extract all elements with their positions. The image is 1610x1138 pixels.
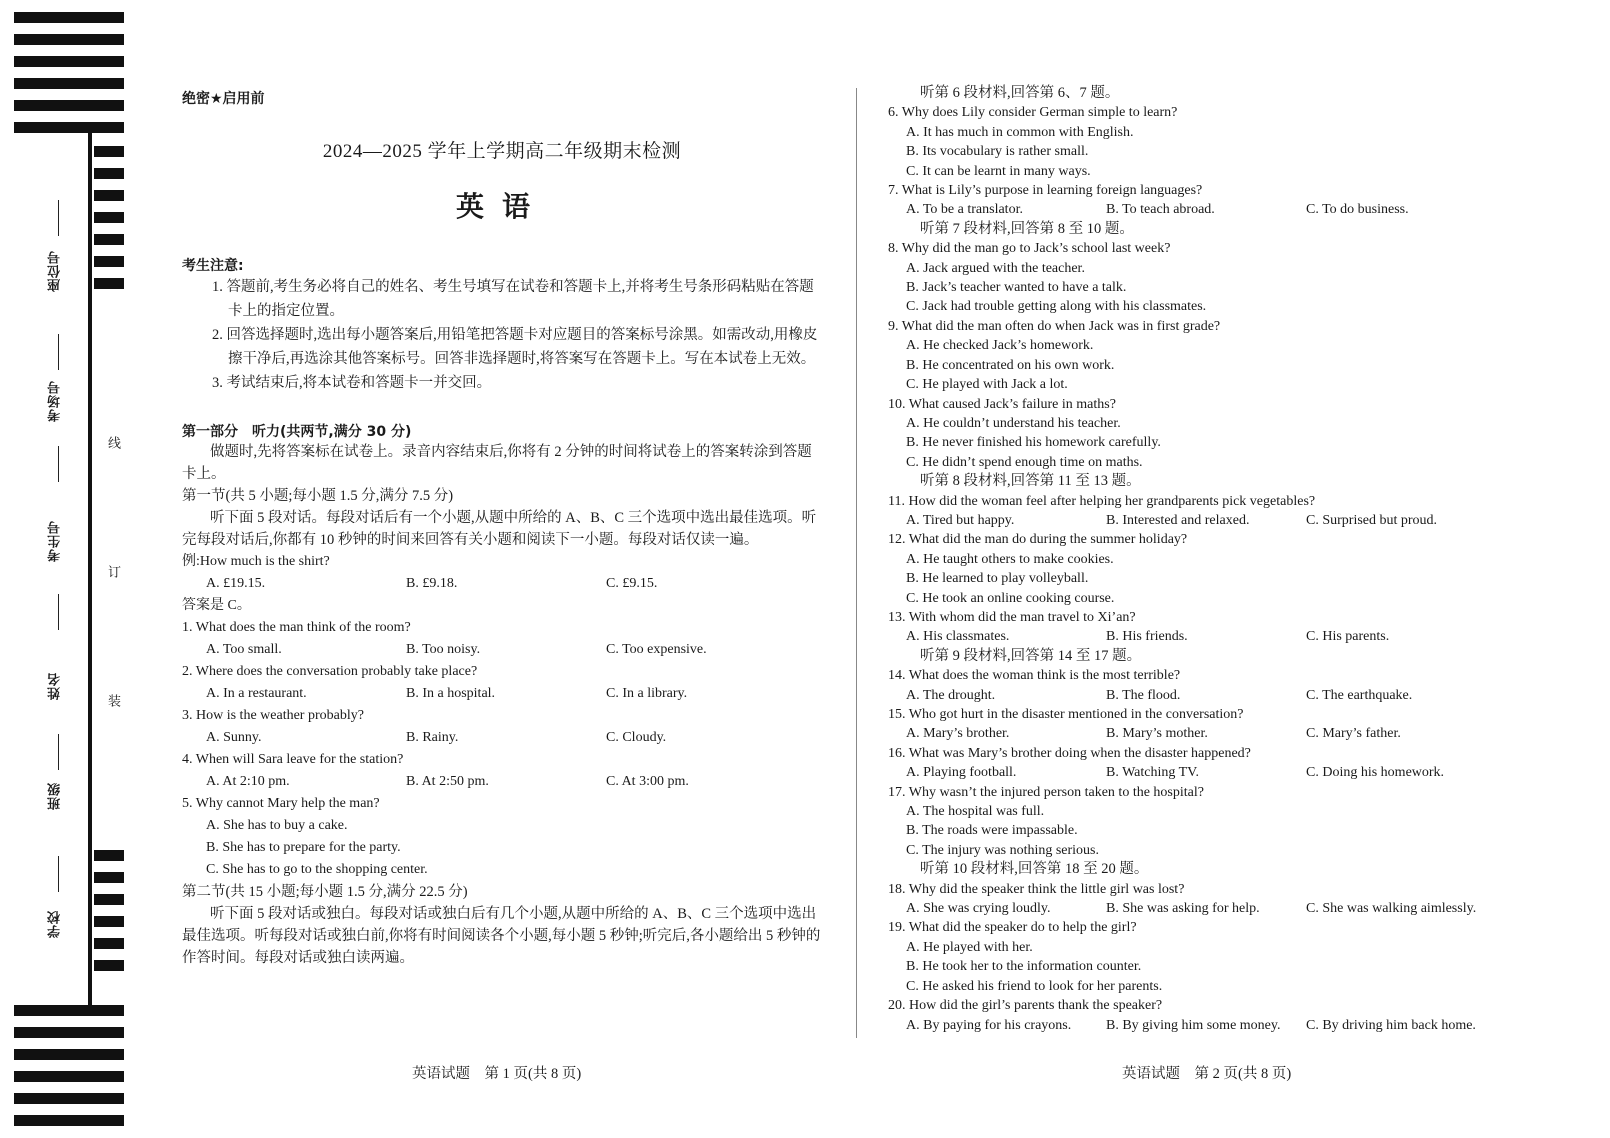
- option-b: B. By giving him some money.: [1106, 1017, 1281, 1033]
- question: 10. What caused Jack’s failure in maths?: [888, 396, 1116, 412]
- school-blank: [58, 856, 59, 892]
- option-b: B. Watching TV.: [1106, 765, 1199, 781]
- question: 1. What does the man think of the room?: [182, 620, 411, 635]
- option-a: A. Too small.: [206, 642, 282, 657]
- option-c: C. £9.15.: [606, 576, 658, 591]
- binding-line: [88, 132, 92, 1007]
- left-questions: [182, 617, 822, 881]
- section2-heading: 第二节(共 15 小题;每小题 1.5 分,满分 22.5 分): [182, 884, 468, 900]
- question: 9. What did the man often do when Jack was in first grade?: [888, 318, 1221, 334]
- option-a: A. He checked Jack’s homework.: [906, 338, 1094, 354]
- barcode-bar: [14, 78, 124, 89]
- barcode-bar: [14, 1049, 124, 1060]
- options-row: [888, 200, 1528, 219]
- option-b: B. She was asking for help.: [1106, 901, 1260, 917]
- option-c: C. To do business.: [1306, 202, 1409, 218]
- option-a: A. He taught others to make cookies.: [906, 551, 1114, 567]
- barcode-bar: [14, 12, 124, 23]
- option-a: A. It has much in common with English.: [906, 124, 1134, 140]
- material-heading: 听第 8 段材料,回答第 11 至 13 题。: [920, 473, 1141, 490]
- material-heading: 听第 9 段材料,回答第 14 至 17 题。: [920, 647, 1142, 664]
- examno-label: 考生号: [48, 520, 63, 562]
- barcode-bar: [14, 100, 124, 111]
- option-b: B. Its vocabulary is rather small.: [906, 144, 1089, 160]
- example-options: [182, 573, 822, 595]
- school-label: 学校: [48, 910, 63, 938]
- option-b: B. He never finished his homework carefully.: [906, 435, 1161, 451]
- notice-item: 3. 考试结束后,将本试卷和答题卡一并交回。: [212, 375, 492, 391]
- option-b: B. The roads were impassable.: [906, 823, 1078, 839]
- question: 19. What did the speaker do to help the girl?: [888, 920, 1137, 936]
- notice-heading: 考生注意:: [182, 258, 244, 274]
- barcode-bar: [94, 960, 124, 971]
- barcode-bar: [94, 256, 124, 267]
- subject-title: 英语: [455, 190, 548, 223]
- barcode-bar: [14, 34, 124, 45]
- options-row: [888, 686, 1528, 705]
- right-questions: [888, 84, 1528, 1035]
- seat-label: 座位号: [48, 250, 63, 292]
- barcode-bar: [14, 1027, 124, 1038]
- cut-line-char: 线: [105, 436, 120, 449]
- option-a: A. At 2:10 pm.: [206, 774, 290, 789]
- options-row: [888, 724, 1528, 743]
- option-c: C. At 3:00 pm.: [606, 774, 689, 789]
- notice-item: 1. 答题前,考生务必将自己的姓名、考生号填写在试卷和答题卡上,并将考生号条形码粘贴在答题卡上的指定位置。: [212, 279, 814, 319]
- option-c: C. Cloudy.: [606, 730, 667, 745]
- option-c: C. Doing his homework.: [1306, 765, 1445, 781]
- option-c: C. In a library.: [606, 686, 688, 701]
- name-label: 姓名: [48, 672, 63, 700]
- room-label: 考场号: [48, 380, 63, 422]
- exam-title: 2024—2025 学年上学期高二年级期末检测: [322, 141, 682, 162]
- class-blank: [58, 734, 59, 770]
- option-a: A. Playing football.: [906, 765, 1017, 781]
- barcode-bar: [14, 1005, 124, 1016]
- notice-item: 2. 回答选择题时,选出每小题答案后,用铅笔把答题卡对应题目的答案标号涂黑。如需改动,用橡皮擦干净后,再选涂其他答案标号。回答非选择题时,将答案写在答题卡上。写在本试卷上无效。: [212, 327, 818, 367]
- options-row: [182, 683, 822, 705]
- question: 7. What is Lily’s purpose in learning foreign languages?: [888, 183, 1203, 199]
- options-row: [888, 1016, 1528, 1035]
- option-a: A. He played with her.: [906, 939, 1033, 955]
- barcode-bar: [94, 168, 124, 179]
- question: 16. What was Mary’s brother doing when the disaster happened?: [888, 745, 1251, 761]
- question: 20. How did the girl’s parents thank the speaker?: [888, 998, 1163, 1014]
- secret-mark: 绝密★启用前: [182, 91, 265, 107]
- barcode-bar: [94, 234, 124, 245]
- example-answer: 答案是 C。: [182, 598, 251, 613]
- option-c: C. Surprised but proud.: [1306, 512, 1438, 528]
- option-b: B. Interested and relaxed.: [1106, 512, 1250, 528]
- option-b: B. At 2:50 pm.: [406, 774, 489, 789]
- option-a: A. The drought.: [906, 687, 996, 703]
- option-c: C. She was walking aimlessly.: [1306, 901, 1477, 917]
- option-b: B. To teach abroad.: [1106, 202, 1215, 218]
- option-c: C. Jack had trouble getting along with his classmates.: [906, 299, 1207, 315]
- question: 4. When will Sara leave for the station?: [182, 752, 404, 767]
- question: 13. With whom did the man travel to Xi’an?: [888, 609, 1136, 625]
- question: 3. How is the weather probably?: [182, 708, 364, 723]
- material-heading: 听第 10 段材料,回答第 18 至 20 题。: [920, 861, 1149, 878]
- page-2: [888, 84, 1528, 1035]
- option-c: C. She has to go to the shopping center.: [206, 862, 428, 877]
- binding-strip: [0, 0, 160, 1138]
- page-divider: [856, 88, 857, 1038]
- room-blank: [58, 334, 59, 370]
- barcode-bar: [14, 56, 124, 67]
- option-c: C. He asked his friend to look for her parents.: [906, 978, 1163, 994]
- page-1: [182, 80, 822, 969]
- options-row: [182, 727, 822, 749]
- barcode-bar: [94, 146, 124, 157]
- option-a: A. His classmates.: [906, 629, 1010, 645]
- options-row: [888, 899, 1528, 918]
- material-heading: 听第 6 段材料,回答第 6、7 题。: [920, 85, 1120, 101]
- question: 14. What does the woman think is the most terrible?: [888, 668, 1181, 684]
- option-a: A. Sunny.: [206, 730, 262, 745]
- option-c: C. He played with Jack a lot.: [906, 377, 1068, 393]
- option-b: B. His friends.: [1106, 629, 1188, 645]
- notice-list: [212, 275, 822, 395]
- option-c: C. Mary’s father.: [1306, 726, 1401, 742]
- question: 15. Who got hurt in the disaster mentioned in the conversation?: [888, 707, 1244, 722]
- section2-intro: 听下面 5 段对话或独白。每段对话或独白后有几个小题,从题中所给的 A、B、C 三个选项中选出最佳选项。听每段对话或独白前,你将有时间阅读各个小题,每小题 5 秒钟;听完后,各小题给出 5 秒钟的作答时间。每段对话或独白读两遍。: [182, 906, 821, 966]
- option-a: A. In a restaurant.: [206, 686, 307, 701]
- barcode-bar: [94, 212, 124, 223]
- question: 18. Why did the speaker think the little girl was lost?: [888, 881, 1185, 897]
- option-c: C. The injury was nothing serious.: [906, 842, 1100, 858]
- option-a: A. The hospital was full.: [906, 804, 1045, 820]
- cut-zhuang-char: 装: [105, 694, 120, 707]
- option-b: B. The flood.: [1106, 687, 1181, 703]
- option-b: B. Too noisy.: [406, 642, 481, 657]
- footer-page-1: 英语试题 第 1 页(共 8 页): [412, 1066, 582, 1082]
- question: 17. Why wasn’t the injured person taken to the hospital?: [888, 784, 1204, 800]
- question: 5. Why cannot Mary help the man?: [182, 796, 380, 811]
- option-c: C. He didn’t spend enough time on maths.: [906, 454, 1143, 470]
- barcode-bar: [94, 278, 124, 289]
- option-b: B. He concentrated on his own work.: [906, 357, 1115, 373]
- barcode-bar: [94, 916, 124, 927]
- section1-intro: 听下面 5 段对话。每段对话后有一个小题,从题中所给的 A、B、C 三个选项中选出最佳选项。听完每段对话后,你都有 10 秒钟的时间来回答有关小题和阅读下一小题。每段对话仅读一遍。: [182, 510, 817, 548]
- option-c: C. His parents.: [1306, 629, 1390, 645]
- option-c: C. It can be learnt in many ways.: [906, 163, 1091, 179]
- barcode-bar: [94, 894, 124, 905]
- option-a: A. Mary’s brother.: [906, 726, 1010, 742]
- option-a: A. By paying for his crayons.: [906, 1017, 1072, 1033]
- barcode-bar: [14, 1093, 124, 1104]
- part1-heading: 第一部分 听力(共两节,满分 30 分): [182, 424, 412, 440]
- barcode-bar: [94, 938, 124, 949]
- examno-blank: [58, 446, 59, 482]
- part1-intro: 做题时,先将答案标在试卷上。录音内容结束后,你将有 2 分钟的时间将试卷上的答案转涂到答题卡上。: [182, 444, 812, 482]
- option-b: B. Jack’s teacher wanted to have a talk.: [906, 280, 1127, 296]
- option-c: C. He took an online cooking course.: [906, 590, 1115, 606]
- barcode-bar: [14, 1115, 124, 1126]
- footer-page-2: 英语试题 第 2 页(共 8 页): [1122, 1066, 1292, 1082]
- option-b: B. £9.18.: [406, 576, 458, 591]
- question: 6. Why does Lily consider German simple to learn?: [888, 105, 1178, 121]
- options-row: [182, 639, 822, 661]
- option-b: B. In a hospital.: [406, 686, 496, 701]
- question: 11. How did the woman feel after helping her grandparents pick vegetables?: [888, 493, 1316, 509]
- class-label: 班级: [48, 782, 63, 810]
- barcode-bar: [94, 850, 124, 861]
- option-b: B. He learned to play volleyball.: [906, 571, 1089, 587]
- question: 2. Where does the conversation probably take place?: [182, 664, 478, 679]
- options-row: [888, 511, 1528, 530]
- option-b: B. Mary’s mother.: [1106, 726, 1208, 742]
- barcode-bar: [94, 190, 124, 201]
- options-row: [182, 771, 822, 793]
- option-c: C. By driving him back home.: [1306, 1017, 1476, 1033]
- option-a: A. Jack argued with the teacher.: [906, 260, 1085, 276]
- name-blank: [58, 594, 59, 630]
- option-c: C. The earthquake.: [1306, 687, 1413, 703]
- barcode-bar: [14, 1071, 124, 1082]
- options-row: [888, 627, 1528, 646]
- material-heading: 听第 7 段材料,回答第 8 至 10 题。: [920, 220, 1134, 237]
- options-row: [888, 763, 1528, 782]
- example-question: 例:How much is the shirt?: [182, 554, 330, 569]
- option-a: A. She has to buy a cake.: [206, 818, 348, 833]
- option-a: A. £19.15.: [206, 576, 266, 591]
- option-a: A. She was crying loudly.: [906, 901, 1051, 917]
- question: 12. What did the man do during the summer holiday?: [888, 532, 1188, 548]
- option-a: A. To be a translator.: [906, 202, 1023, 218]
- seat-blank: [58, 200, 59, 236]
- barcode-bar: [94, 872, 124, 883]
- option-b: B. She has to prepare for the party.: [206, 840, 401, 855]
- option-c: C. Too expensive.: [606, 642, 707, 657]
- barcode-bar: [14, 122, 124, 133]
- option-a: A. Tired but happy.: [906, 512, 1015, 528]
- cut-ding-char: 订: [105, 565, 120, 578]
- option-a: A. He couldn’t understand his teacher.: [906, 415, 1121, 431]
- section1-heading: 第一节(共 5 小题;每小题 1.5 分,满分 7.5 分): [182, 488, 454, 504]
- option-b: B. Rainy.: [406, 730, 459, 745]
- question: 8. Why did the man go to Jack’s school last week?: [888, 241, 1171, 257]
- option-b: B. He took her to the information counter.: [906, 959, 1142, 975]
